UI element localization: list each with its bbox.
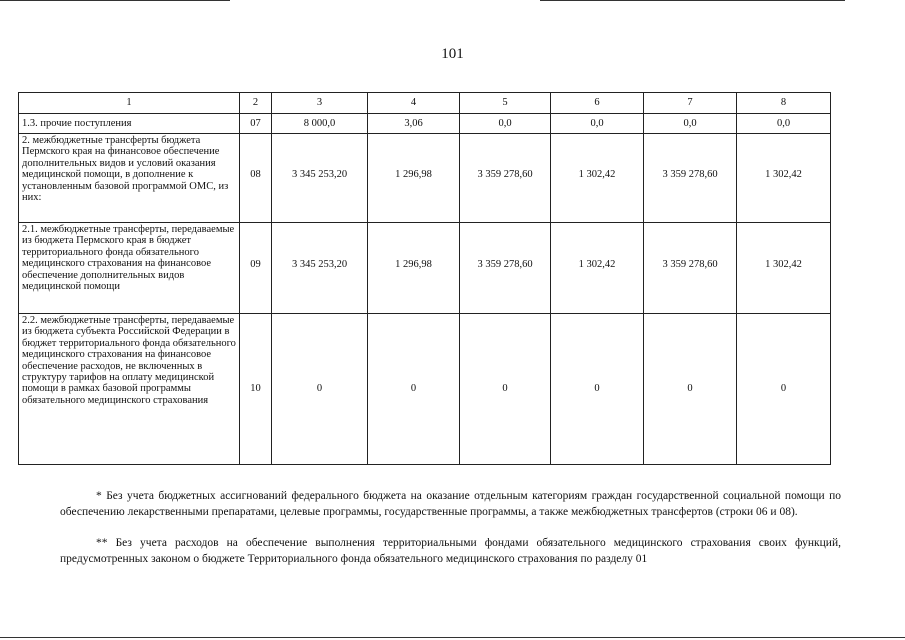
header-cell: 4 <box>368 93 460 114</box>
value-cell: 1 296,98 <box>368 134 460 223</box>
header-cell: 7 <box>644 93 737 114</box>
value-cell: 0,0 <box>551 114 644 134</box>
footnote-2-text: ** Без учета расходов на обеспечение выполнения территориальными фондами обязательного медицинского страхования своих функций, предусмотренных законом о бюджете Территориального фонда обязательного медицинского страхования по разделу 01 <box>60 537 841 565</box>
table-header-row <box>19 93 831 114</box>
header-cell: 6 <box>551 93 644 114</box>
value-cell: 1 302,42 <box>737 134 831 223</box>
footnote-2 <box>60 536 841 567</box>
top-left-scan-line <box>0 0 230 1</box>
row-code: 07 <box>240 114 272 134</box>
value-cell: 3 345 253,20 <box>272 223 368 314</box>
header-cell: 5 <box>460 93 551 114</box>
value-cell: 0,0 <box>644 114 737 134</box>
row-code: 08 <box>240 134 272 223</box>
value-cell: 0 <box>737 314 831 465</box>
value-cell: 0,0 <box>737 114 831 134</box>
value-cell: 0 <box>460 314 551 465</box>
table-row <box>19 314 831 465</box>
row-label: 1.3. прочие поступления <box>19 114 240 134</box>
bottom-scan-line <box>0 637 905 638</box>
row-label: 2.1. межбюджетные трансферты, передаваемые из бюджета Пермского края в бюджет территориального фонда обязательного медицинского страхования на финансовое обеспечение дополнительных видов медицинской помощи <box>19 223 240 314</box>
value-cell: 3 359 278,60 <box>460 134 551 223</box>
value-cell: 0 <box>272 314 368 465</box>
page-number: 101 <box>441 46 464 62</box>
top-right-scan-line <box>540 0 845 1</box>
value-cell: 3 359 278,60 <box>644 223 737 314</box>
row-label: 2.2. межбюджетные трансферты, передаваемые из бюджета субъекта Российской Федерации в бюджет территориального фонда обязательного медицинского страхования на финансовое обеспечение расходов, не включенных в структуру тарифов на оплату медицинской помощи в рамках базовой программы обязательного медицинского страхования <box>19 314 240 465</box>
row-label: 2. межбюджетные трансферты бюджета Пермского края на финансовое обеспечение дополнительных видов и условий оказания медицинской помощи, в дополнение к установленным базовой программой ОМС, из них: <box>19 134 240 223</box>
value-cell: 1 302,42 <box>551 223 644 314</box>
header-cell: 1 <box>19 93 240 114</box>
table-row <box>19 134 831 223</box>
value-cell: 0 <box>551 314 644 465</box>
value-cell: 1 302,42 <box>551 134 644 223</box>
row-code: 09 <box>240 223 272 314</box>
table-row <box>19 223 831 314</box>
value-cell: 3 345 253,20 <box>272 134 368 223</box>
value-cell: 1 296,98 <box>368 223 460 314</box>
value-cell: 3 359 278,60 <box>644 134 737 223</box>
value-cell: 0,0 <box>460 114 551 134</box>
footnote-1-text: * Без учета бюджетных ассигнований федерального бюджета на оказание отдельным категориям граждан государственной социальной помощи по обеспечению лекарственными препаратами, целевые программы, государственные программы, а также межбюджетных трансфертов (строки 06 и 08). <box>60 490 841 518</box>
value-cell: 8 000,0 <box>272 114 368 134</box>
value-cell: 3 359 278,60 <box>460 223 551 314</box>
header-cell: 2 <box>240 93 272 114</box>
header-cell: 8 <box>737 93 831 114</box>
value-cell: 1 302,42 <box>737 223 831 314</box>
header-cell: 3 <box>272 93 368 114</box>
table-row <box>19 114 831 134</box>
value-cell: 0 <box>644 314 737 465</box>
budget-table <box>18 92 831 465</box>
footnote-1 <box>60 489 841 520</box>
row-code: 10 <box>240 314 272 465</box>
value-cell: 3,06 <box>368 114 460 134</box>
value-cell: 0 <box>368 314 460 465</box>
